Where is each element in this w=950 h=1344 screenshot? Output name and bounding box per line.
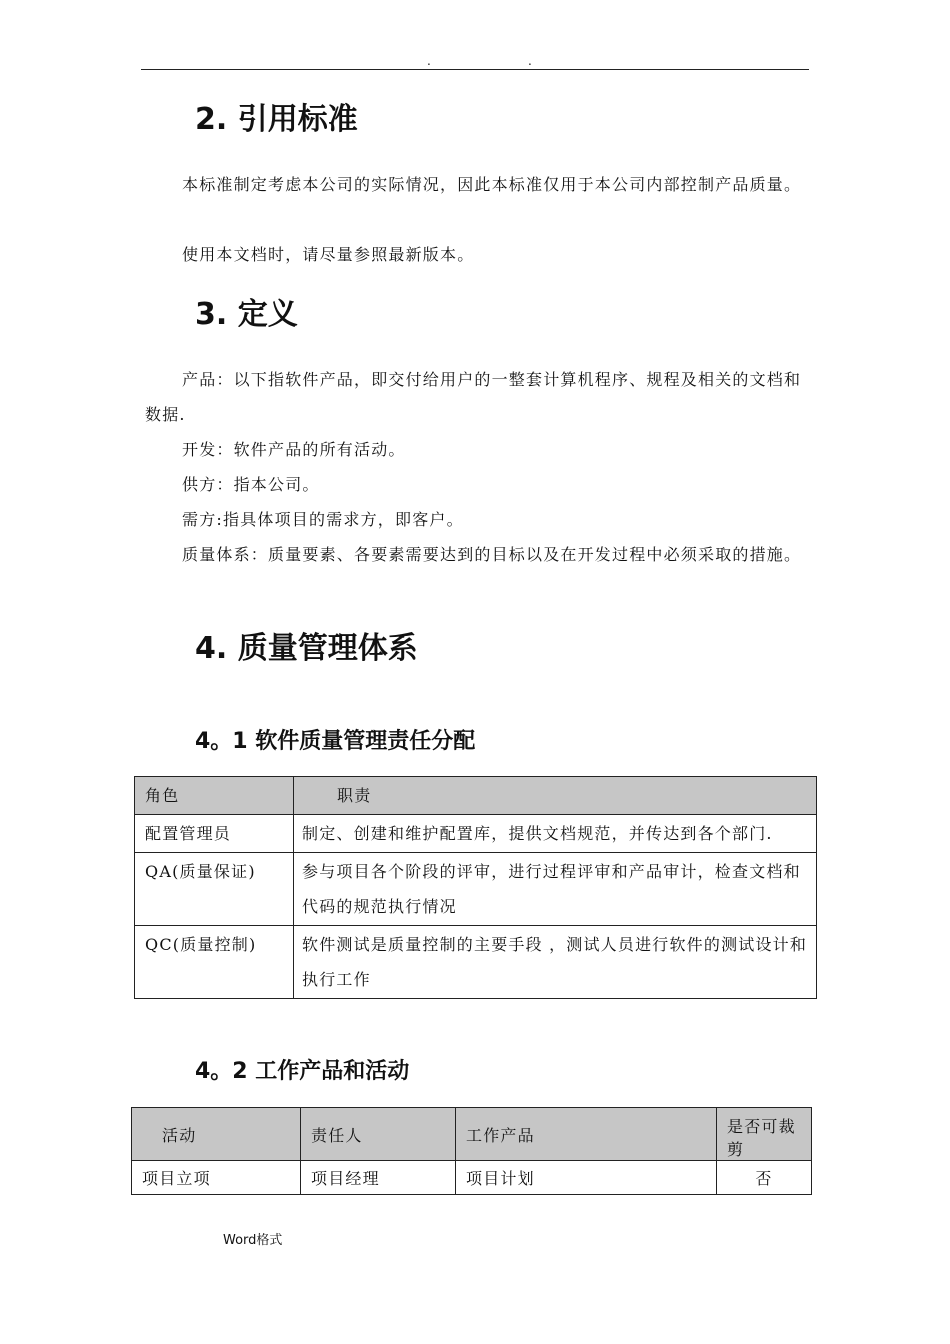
- paragraph: 需方:指具体项目的需求方，即客户。: [182, 510, 464, 529]
- table-header-row: [132, 1108, 812, 1161]
- paragraph: 质量体系：质量要素、各要素需要达到的目标以及在开发过程中必须采取的措施。: [182, 545, 802, 564]
- subsection-heading-work-products: 4。2 工作产品和活动: [195, 1059, 410, 1084]
- table-cell-duty: 软件测试是质量控制的主要手段 ，测试人员进行软件的测试设计和执行工作: [294, 926, 817, 999]
- table-header-cell: 角色: [135, 777, 294, 815]
- paragraph: 产品：以下指软件产品，即交付给用户的一整套计算机程序、规程及相关的文档和数据.: [145, 370, 802, 424]
- table-header-cell: 责任人: [301, 1108, 456, 1161]
- footer-label: Word格式: [223, 1233, 283, 1248]
- table-row: [132, 1161, 812, 1195]
- paragraph: 开发：软件产品的所有活动。: [182, 440, 406, 459]
- header-dot: .: [528, 54, 532, 68]
- subsection-heading-responsibility: 4。1 软件质量管理责任分配: [195, 729, 476, 754]
- table-cell-duty: 制定、创建和维护配置库，提供文档规范，并传达到各个部门.: [294, 815, 817, 853]
- table-header-cell: 活动: [132, 1108, 301, 1161]
- paragraph: 使用本文档时，请尽量参照最新版本。: [182, 245, 475, 264]
- table-cell: 项目计划: [456, 1161, 717, 1195]
- table-row: [135, 815, 817, 853]
- table-cell: 项目立项: [132, 1161, 301, 1195]
- section-heading-quality-system: 4. 质量管理体系: [195, 631, 418, 666]
- table-header-cell: 职责: [294, 777, 817, 815]
- responsibility-table: [134, 776, 817, 999]
- paragraph: 供方：指本公司。: [182, 475, 320, 494]
- work-products-table: [131, 1107, 812, 1195]
- table-cell-duty: 参与项目各个阶段的评审，进行过程评审和产品审计，检查文档和代码的规范执行情况: [294, 853, 817, 926]
- section-heading-definitions: 3. 定义: [195, 297, 298, 332]
- table-row: [135, 853, 817, 926]
- table-cell: 否: [717, 1161, 812, 1195]
- table-cell-role: QC(质量控制): [135, 926, 294, 999]
- header-rule: [141, 69, 809, 70]
- section-heading-references: 2. 引用标准: [195, 102, 358, 137]
- paragraph: 本标准制定考虑本公司的实际情况，因此本标准仅用于本公司内部控制产品质量。: [182, 175, 802, 194]
- table-cell-role: 配置管理员: [135, 815, 294, 853]
- table-cell: 项目经理: [301, 1161, 456, 1195]
- table-header-cell: 是否可裁剪: [717, 1108, 812, 1161]
- table-header-cell: 工作产品: [456, 1108, 717, 1161]
- header-dot: .: [427, 54, 431, 68]
- table-row: [135, 926, 817, 999]
- table-header-row: [135, 777, 817, 815]
- table-cell-role: QA(质量保证): [135, 853, 294, 926]
